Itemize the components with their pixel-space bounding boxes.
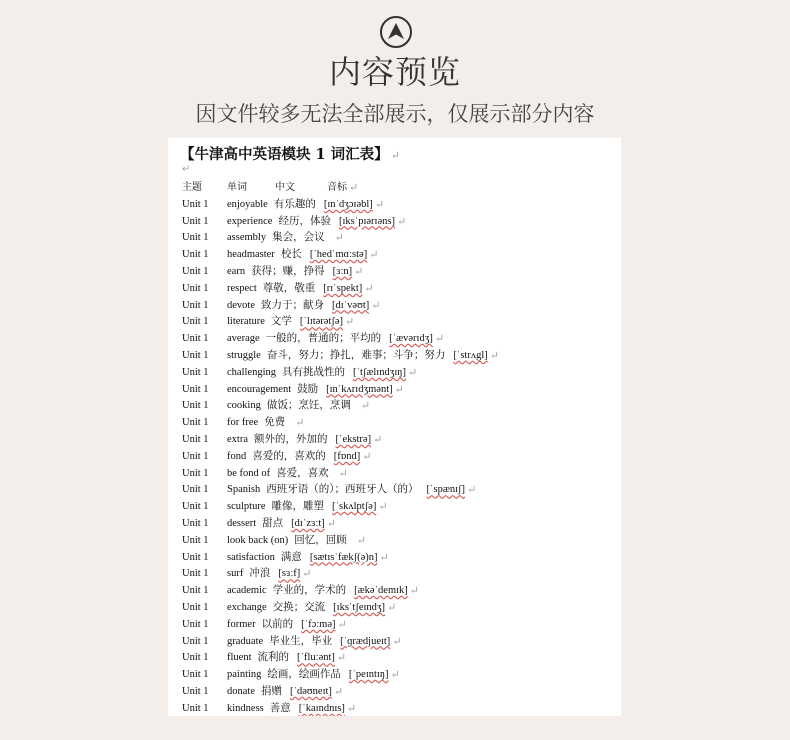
topic-cell: Unit 1 — [182, 282, 209, 294]
chinese-cell: 获得；赚，挣得 — [251, 265, 325, 277]
phonetic-cell: [sɜːf] — [278, 568, 301, 580]
table-row: Unit 1 satisfaction 满意 [sætɪsˈfækʃ(ə)n] ↵ — [182, 550, 621, 567]
table-row: Unit 1 be fond of 喜爱，喜欢 ↵ — [182, 466, 621, 483]
topic-cell: Unit 1 — [182, 366, 209, 378]
topic-cell: Unit 1 — [182, 501, 209, 513]
phonetic-cell: [fɒnd] — [333, 450, 361, 462]
topic-cell: Unit 1 — [182, 400, 209, 412]
word-cell: surf — [227, 568, 244, 580]
topic-cell: Unit 1 — [182, 198, 209, 210]
phonetic-cell: [ɪksˈpɪərɪəns] — [338, 215, 395, 227]
word-cell: respect — [227, 282, 257, 294]
chinese-cell: 善意 — [269, 702, 291, 714]
table-row: Unit 1 dessert 甜点 [dɪˈzɜːt] ↵ — [182, 516, 621, 533]
up-arrow-circle-icon — [379, 15, 413, 49]
phonetic-cell: [dɪˈzɜːt] — [291, 517, 325, 529]
chinese-cell: 一般的，普通的；平均的 — [265, 333, 382, 345]
word-cell: kindness — [227, 702, 264, 714]
phonetic-cell: [ækəˈdemɪk] — [354, 585, 408, 597]
word-cell: former — [227, 618, 256, 630]
word-cell: challenging — [227, 366, 276, 378]
table-row: Unit 1 cooking 做饭；烹饪，烹调 ↵ — [182, 398, 621, 415]
chinese-cell: 致力于；献身 — [261, 299, 324, 311]
chinese-cell: 奋斗，努力；挣扎，难事；斗争；努力 — [266, 349, 446, 361]
topic-cell: Unit 1 — [182, 316, 209, 328]
phonetic-cell: [ˈstrʌgl] — [453, 349, 488, 361]
table-row: Unit 1 devote 致力于；献身 [dɪˈvəʊt] ↵ — [182, 298, 621, 315]
topic-cell: Unit 1 — [182, 450, 209, 462]
table-row: Unit 1 experience 经历，体验 [ɪksˈpɪərɪəns] ↵ — [182, 214, 621, 231]
document-title: 【牛津高中英语模块 1 词汇表】 ↵ — [180, 146, 400, 163]
table-row: Unit 1 struggle 奋斗，努力；挣扎，难事；斗争；努力 [ˈstrʌgl] ↵ — [182, 348, 621, 365]
topic-cell: Unit 1 — [182, 467, 209, 479]
word-cell: be fond of — [227, 467, 271, 479]
topic-cell: Unit 1 — [182, 249, 209, 261]
table-header-row: 主题 单词 中文 音标 ↵ — [182, 180, 621, 197]
word-cell: for free — [227, 417, 259, 429]
phonetic-cell: [ɪksˈtʃeɪndʒ] — [333, 601, 386, 613]
chinese-cell: 文学 — [270, 316, 292, 328]
word-cell: earn — [227, 265, 246, 277]
chinese-cell: 具有挑战性的 — [281, 366, 345, 378]
table-row: Unit 1 earn 获得；赚，挣得 [ɜːn] ↵ — [182, 264, 621, 281]
table-row: Unit 1 academic 学业的，学术的 [ækəˈdemɪk] ↵ — [182, 583, 621, 600]
column-header: 中文 — [275, 182, 295, 193]
table-row: Unit 1 surf 冲浪 [sɜːf] ↵ — [182, 566, 621, 583]
chinese-cell: 冲浪 — [249, 568, 271, 580]
word-cell: encouragement — [227, 383, 292, 395]
chinese-cell: 经历，体验 — [278, 215, 331, 227]
table-row: Unit 1 for free 免费 ↵ — [182, 415, 621, 432]
chinese-cell: 学业的，学术的 — [272, 585, 347, 597]
table-row: Unit 1 kindness 善意 [ˈkaɪndnɪs] ↵ — [182, 701, 621, 716]
phonetic-cell: [ˈævərɪdʒ] — [389, 333, 433, 345]
chinese-cell: 雕像，雕塑 — [271, 501, 324, 513]
chinese-cell: 校长 — [280, 249, 302, 261]
document-page — [168, 138, 621, 716]
table-row: Unit 1 average 一般的，普通的；平均的 [ˈævərɪdʒ] ↵ — [182, 331, 621, 348]
topic-cell: Unit 1 — [182, 232, 209, 244]
word-cell: extra — [227, 433, 248, 445]
topic-cell: Unit 1 — [182, 484, 209, 496]
topic-cell: Unit 1 — [182, 551, 209, 563]
table-row: Unit 1 Spanish 西班牙语（的）；西班牙人（的） [ˈspænɪʃ] ↵ — [182, 482, 621, 499]
table-row: Unit 1 assembly 集会，会议 ↵ — [182, 230, 621, 247]
table-row: Unit 1 respect 尊敬，敬重 [rɪˈspekt] ↵ — [182, 281, 621, 298]
topic-cell: Unit 1 — [182, 299, 209, 311]
word-cell: Spanish — [227, 484, 261, 496]
chinese-cell: 回忆，回顾 — [294, 534, 347, 546]
chinese-cell: 甜点 — [262, 517, 284, 529]
table-row: Unit 1 donate 捐赠 [ˈdəʊneɪt] ↵ — [182, 684, 621, 701]
phonetic-cell: [ɪnˈkʌrɪdʒmənt] — [326, 383, 393, 395]
topic-cell: Unit 1 — [182, 383, 209, 395]
table-row: Unit 1 graduate 毕业生，毕业 [ˈɡrædjueɪt] ↵ — [182, 634, 621, 651]
word-cell: exchange — [227, 601, 267, 613]
word-cell: sculpture — [227, 501, 266, 513]
table-row: Unit 1 encouragement 鼓励 [ɪnˈkʌrɪdʒmənt] ↵ — [182, 382, 621, 399]
topic-cell: Unit 1 — [182, 669, 209, 681]
chinese-cell: 流利的 — [257, 652, 289, 664]
word-cell: dessert — [227, 517, 257, 529]
phonetic-cell: [ˈhedˈmɑːstə] — [309, 249, 368, 261]
chinese-cell: 免费 — [264, 417, 286, 429]
word-cell: cooking — [227, 400, 261, 412]
phonetic-cell: [ˈtʃælɪndʒɪŋ] — [352, 366, 406, 378]
table-row: Unit 1 painting 绘画，绘画作品 [ˈpeɪntɪŋ] ↵ — [182, 667, 621, 684]
topic-cell: Unit 1 — [182, 215, 209, 227]
topic-cell: Unit 1 — [182, 702, 209, 714]
table-row: Unit 1 extra 额外的，外加的 [ˈekstrə] ↵ — [182, 432, 621, 449]
chinese-cell: 做饭；烹饪，烹调 — [266, 400, 351, 412]
word-cell: experience — [227, 215, 273, 227]
phonetic-cell: [rɪˈspekt] — [323, 282, 363, 294]
word-cell: struggle — [227, 349, 261, 361]
chinese-cell: 喜爱，喜欢 — [276, 467, 329, 479]
phonetic-cell: [ˈɡrædjueɪt] — [340, 635, 391, 647]
topic-cell: Unit 1 — [182, 417, 209, 429]
column-header: 单词 — [227, 182, 247, 193]
phonetic-cell: [ˈpeɪntɪŋ] — [348, 669, 389, 681]
chinese-cell: 毕业生，毕业 — [269, 635, 333, 647]
phonetic-cell: [ˈspænɪʃ] — [426, 484, 466, 496]
topic-cell: Unit 1 — [182, 652, 209, 664]
word-cell: enjoyable — [227, 198, 268, 210]
word-cell: headmaster — [227, 249, 275, 261]
phonetic-cell: [dɪˈvəʊt] — [332, 299, 370, 311]
chinese-cell: 鼓励 — [297, 383, 319, 395]
topic-cell: Unit 1 — [182, 433, 209, 445]
phonetic-cell: [ˈfluːənt] — [297, 652, 335, 664]
word-cell: academic — [227, 585, 267, 597]
table-row: Unit 1 look back (on) 回忆，回顾 ↵ — [182, 533, 621, 550]
word-cell: graduate — [227, 635, 264, 647]
phonetic-cell: [ˈekstrə] — [335, 433, 372, 445]
table-row: Unit 1 sculpture 雕像，雕塑 [ˈskʌlptʃə] ↵ — [182, 499, 621, 516]
phonetic-cell: [ˈkaɪndnɪs] — [298, 702, 345, 714]
table-row: Unit 1 former 以前的 [ˈfɔːmə] ↵ — [182, 617, 621, 634]
chinese-cell: 以前的 — [261, 618, 294, 630]
topic-cell: Unit 1 — [182, 618, 209, 630]
table-row: Unit 1 enjoyable 有乐趣的 [ɪnˈdʒɔɪəbl] ↵ — [182, 197, 621, 214]
phonetic-cell: [ˈdəʊneɪt] — [290, 685, 332, 697]
word-cell: painting — [227, 669, 262, 681]
chinese-cell: 交换；交流 — [272, 601, 326, 613]
topic-cell: Unit 1 — [182, 265, 209, 277]
chinese-cell: 满意 — [280, 551, 302, 563]
word-cell: satisfaction — [227, 551, 275, 563]
chinese-cell: 有乐趣的 — [273, 198, 316, 210]
word-cell: literature — [227, 316, 265, 328]
phonetic-cell: [ˈskʌlptʃə] — [332, 501, 377, 513]
topic-cell: Unit 1 — [182, 333, 209, 345]
chinese-cell: 额外的，外加的 — [254, 433, 328, 445]
table-row: Unit 1 literature 文学 [ˈlɪtərətʃə] ↵ — [182, 314, 621, 331]
topic-cell: Unit 1 — [182, 635, 209, 647]
topic-cell: Unit 1 — [182, 534, 209, 546]
word-cell: assembly — [227, 232, 267, 244]
preview-notice: 因文件较多无法全部展示，仅展示部分内容 — [195, 102, 595, 126]
chinese-cell: 喜爱的，喜欢的 — [252, 450, 326, 462]
topic-cell: Unit 1 — [182, 601, 209, 613]
topic-cell: Unit 1 — [182, 349, 209, 361]
table-row: Unit 1 challenging 具有挑战性的 [ˈtʃælɪndʒɪŋ] ↵ — [182, 365, 621, 382]
word-cell: devote — [227, 299, 255, 311]
phonetic-cell: [ɜːn] — [332, 265, 353, 277]
table-row: Unit 1 fond 喜爱的，喜欢的 [fɒnd] ↵ — [182, 449, 621, 466]
phonetic-cell: [ˈfɔːmə] — [301, 618, 336, 630]
phonetic-cell: [ɪnˈdʒɔɪəbl] — [323, 198, 373, 210]
preview-title: 内容预览 — [328, 53, 461, 91]
chinese-cell: 绘画，绘画作品 — [267, 669, 341, 681]
chinese-cell: 集会，会议 — [272, 232, 325, 244]
topic-cell: Unit 1 — [182, 585, 209, 597]
word-cell: donate — [227, 685, 255, 697]
chinese-cell: 西班牙语（的）；西班牙人（的） — [266, 484, 419, 496]
chinese-cell: 捐赠 — [261, 685, 282, 697]
chinese-cell: 尊敬，敬重 — [262, 282, 316, 294]
topic-cell: Unit 1 — [182, 685, 209, 697]
topic-cell: Unit 1 — [182, 568, 209, 580]
table-row: Unit 1 fluent 流利的 [ˈfluːənt] ↵ — [182, 650, 621, 667]
word-cell: average — [227, 333, 260, 345]
word-cell: look back (on) — [227, 534, 289, 546]
topic-cell: Unit 1 — [182, 517, 209, 529]
paragraph-mark: ↵ — [182, 164, 191, 175]
phonetic-cell: [sætɪsˈfækʃ(ə)n] — [309, 551, 378, 563]
word-cell: fluent — [227, 652, 252, 664]
phonetic-cell: [ˈlɪtərətʃə] — [299, 316, 344, 328]
column-header: 音标 — [327, 182, 347, 193]
column-header: 主题 — [182, 182, 202, 193]
table-row: Unit 1 headmaster 校长 [ˈhedˈmɑːstə] ↵ — [182, 247, 621, 264]
word-cell: fond — [227, 450, 247, 462]
vocabulary-table — [182, 180, 621, 716]
table-row: Unit 1 exchange 交换；交流 [ɪksˈtʃeɪndʒ] ↵ — [182, 600, 621, 617]
